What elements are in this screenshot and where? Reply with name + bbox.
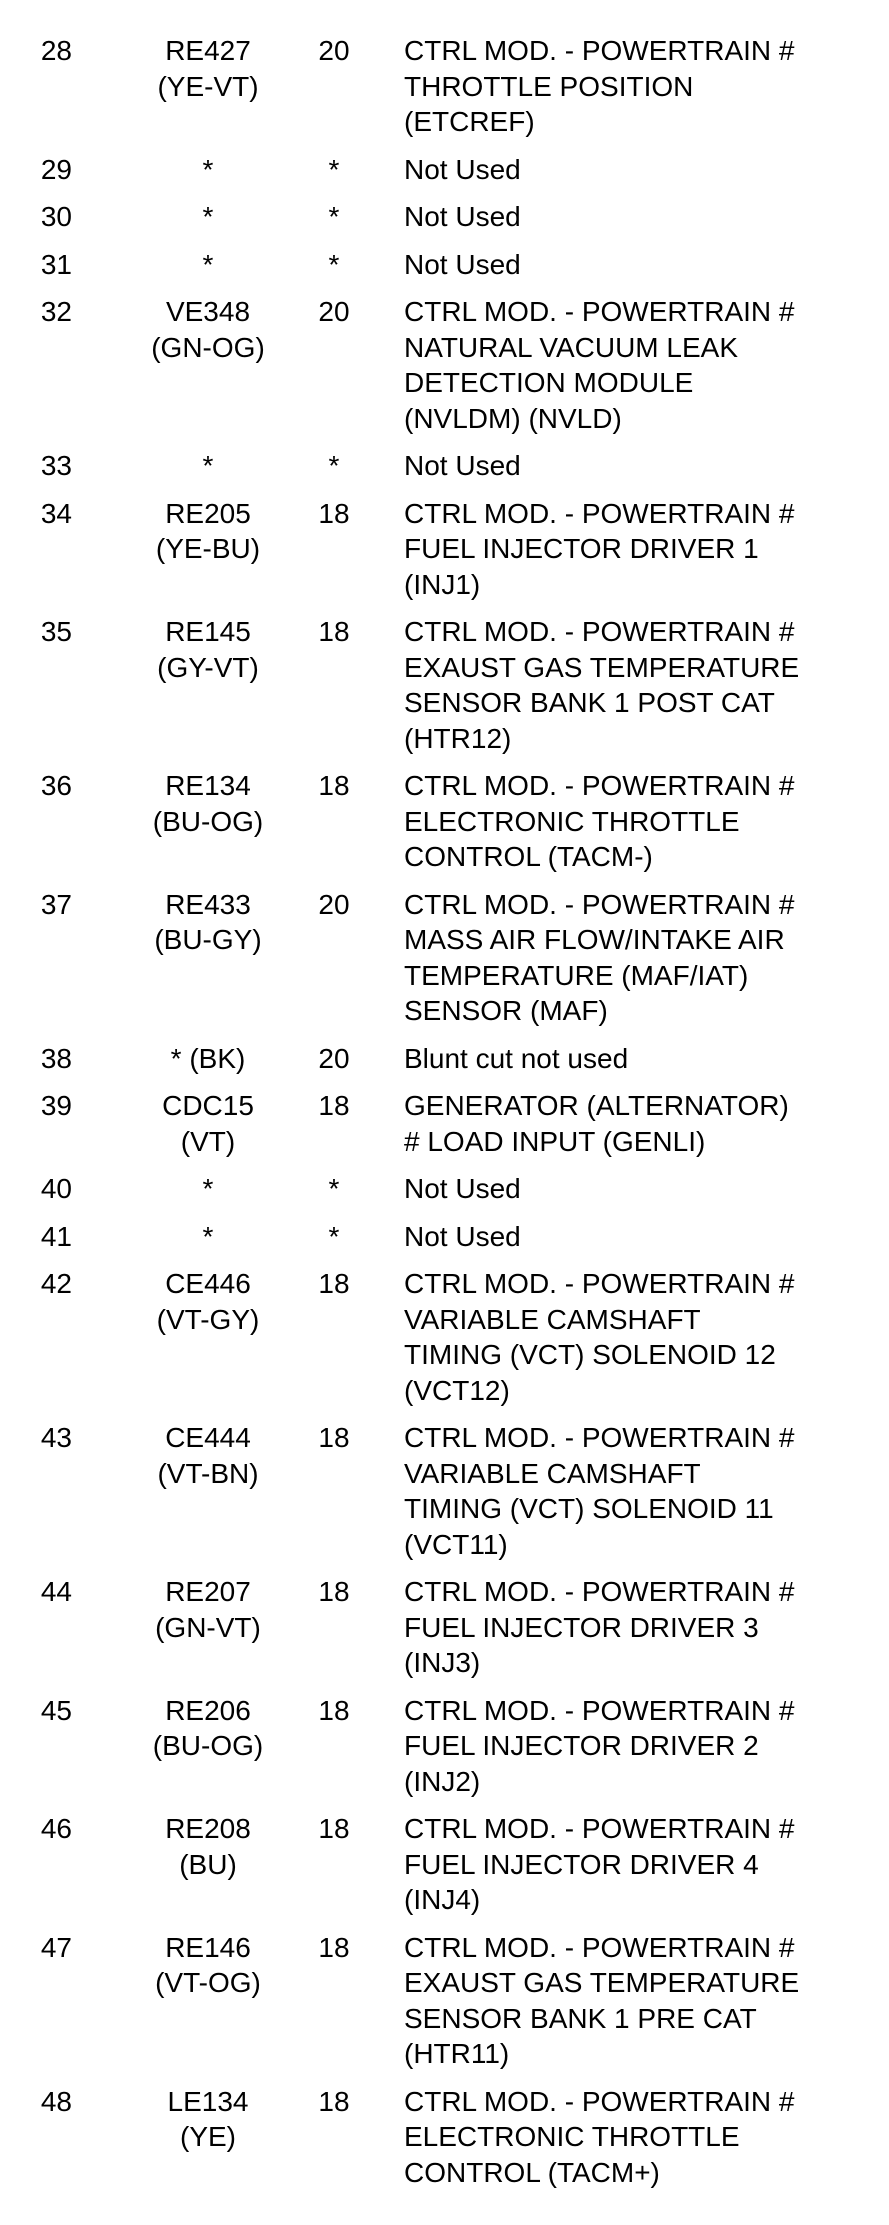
circuit-id: * bbox=[202, 1173, 214, 1204]
circuit-id: * bbox=[202, 450, 214, 481]
wire-gauge: 18 bbox=[318, 1422, 350, 1453]
function-description bbox=[404, 1930, 884, 2072]
circuit-id: CDC15 bbox=[162, 1090, 254, 1121]
pin-number: 44 bbox=[40, 1576, 72, 1607]
wire-gauge: 18 bbox=[318, 1268, 350, 1299]
circuit-cell bbox=[107, 199, 309, 235]
description-line: (HTR12) bbox=[404, 722, 512, 754]
description-line: Not Used bbox=[404, 248, 521, 280]
circuit-cell bbox=[107, 887, 309, 958]
description-line: CTRL MOD. - POWERTRAIN # bbox=[404, 2085, 795, 2117]
table-row bbox=[0, 1171, 889, 1207]
table-row bbox=[0, 152, 889, 188]
wire-color: (GN-VT) bbox=[155, 1611, 261, 1643]
function-description bbox=[404, 448, 884, 484]
description-line: CTRL MOD. - POWERTRAIN # bbox=[404, 888, 795, 920]
wire-gauge: 18 bbox=[318, 497, 350, 529]
description-line: CTRL MOD. - POWERTRAIN # bbox=[404, 1576, 795, 1607]
function-description bbox=[404, 33, 884, 140]
circuit-id: RE207 bbox=[165, 1576, 251, 1607]
description-line: TIMING (VCT) SOLENOID 11 bbox=[404, 1493, 774, 1524]
function-description bbox=[404, 2084, 884, 2191]
wire-gauge: 18 bbox=[318, 1813, 350, 1844]
table-row bbox=[0, 614, 889, 756]
description-line: VARIABLE CAMSHAFT bbox=[404, 1303, 701, 1335]
circuit-cell bbox=[107, 2084, 309, 2155]
connector-pin-table bbox=[0, 33, 889, 2190]
description-line: CTRL MOD. - POWERTRAIN # bbox=[404, 497, 795, 529]
wire-gauge: * bbox=[328, 1220, 340, 1252]
description-line: Blunt cut not used bbox=[404, 1042, 629, 1074]
table-row bbox=[0, 1420, 889, 1562]
circuit-id: RE205 bbox=[165, 497, 251, 529]
pin-number: 43 bbox=[40, 1422, 72, 1453]
function-description bbox=[404, 887, 884, 1029]
description-line: SENSOR BANK 1 POST CAT bbox=[404, 687, 775, 718]
function-description bbox=[404, 1420, 884, 1562]
description-line: FUEL INJECTOR DRIVER 4 bbox=[404, 1848, 759, 1880]
description-line: THROTTLE POSITION bbox=[404, 70, 694, 102]
wire-gauge: * bbox=[328, 201, 340, 232]
pin-number: 36 bbox=[40, 770, 72, 801]
table-row bbox=[0, 1930, 889, 2072]
table-row bbox=[0, 1811, 889, 1918]
description-line: CTRL MOD. - POWERTRAIN # bbox=[404, 1813, 795, 1844]
table-row bbox=[0, 1693, 889, 1800]
function-description bbox=[404, 1041, 884, 1077]
description-line: (VCT12) bbox=[404, 1374, 510, 1406]
description-line: Not Used bbox=[404, 450, 521, 481]
pin-number: 35 bbox=[40, 616, 72, 647]
table-row bbox=[0, 199, 889, 235]
circuit-cell bbox=[107, 152, 309, 188]
description-line: (HTR11) bbox=[404, 2038, 510, 2069]
function-description bbox=[404, 1811, 884, 1918]
pin-number: 40 bbox=[40, 1173, 72, 1204]
pin-number: 34 bbox=[40, 497, 72, 529]
function-description bbox=[404, 1574, 884, 1681]
circuit-id: * bbox=[202, 153, 214, 185]
description-line: CTRL MOD. - POWERTRAIN # bbox=[404, 1268, 795, 1299]
table-row bbox=[0, 1088, 889, 1159]
circuit-id: RE208 bbox=[165, 1813, 251, 1844]
function-description bbox=[404, 1266, 884, 1408]
function-description bbox=[404, 1693, 884, 1800]
table-row bbox=[0, 294, 889, 436]
description-line: CONTROL (TACM+) bbox=[404, 2156, 660, 2188]
description-line: CTRL MOD. - POWERTRAIN # bbox=[404, 1422, 795, 1453]
wire-gauge: 18 bbox=[318, 2085, 350, 2117]
description-line: CTRL MOD. - POWERTRAIN # bbox=[404, 35, 795, 66]
description-line: (INJ4) bbox=[404, 1884, 481, 1915]
wire-color: (YE-BU) bbox=[155, 533, 261, 564]
circuit-id: VE348 bbox=[165, 296, 251, 327]
circuit-cell bbox=[107, 1930, 309, 2001]
wire-color: (BU-OG) bbox=[152, 805, 264, 837]
table-row bbox=[0, 1041, 889, 1077]
description-line: CTRL MOD. - POWERTRAIN # bbox=[404, 770, 795, 801]
pin-number: 37 bbox=[40, 888, 72, 920]
function-description bbox=[404, 1219, 884, 1255]
circuit-cell bbox=[107, 1693, 309, 1764]
wire-color: (VT-OG) bbox=[155, 1967, 261, 1998]
circuit-id: RE206 bbox=[165, 1694, 251, 1726]
wire-color: (VT) bbox=[180, 1125, 236, 1157]
pin-number: 48 bbox=[40, 2085, 72, 2117]
wire-color: (BU-GY) bbox=[154, 924, 262, 955]
description-line: ELECTRONIC THROTTLE bbox=[404, 805, 740, 837]
wire-gauge: * bbox=[328, 1173, 340, 1204]
description-line: (INJ3) bbox=[404, 1647, 481, 1678]
description-line: CTRL MOD. - POWERTRAIN # bbox=[404, 1694, 795, 1726]
circuit-id: * bbox=[202, 248, 214, 280]
description-line: (ETCREF) bbox=[404, 106, 535, 137]
function-description bbox=[404, 247, 884, 283]
wire-color: (VT-BN) bbox=[157, 1457, 259, 1489]
wire-gauge: 18 bbox=[318, 1694, 350, 1726]
pin-number: 39 bbox=[40, 1090, 72, 1121]
description-line: (NVLDM) (NVLD) bbox=[404, 402, 622, 434]
circuit-cell bbox=[107, 1420, 309, 1491]
function-description bbox=[404, 152, 884, 188]
circuit-id: RE145 bbox=[165, 616, 251, 647]
circuit-id: * bbox=[202, 201, 214, 232]
description-line: TIMING (VCT) SOLENOID 12 bbox=[404, 1339, 776, 1370]
wire-gauge: * bbox=[328, 248, 340, 280]
description-line: DETECTION MODULE bbox=[404, 367, 694, 398]
description-line: SENSOR (MAF) bbox=[404, 995, 608, 1026]
circuit-cell bbox=[107, 768, 309, 839]
table-row bbox=[0, 1266, 889, 1408]
wire-gauge: * bbox=[328, 450, 340, 481]
description-line: FUEL INJECTOR DRIVER 1 bbox=[404, 533, 759, 564]
wire-color: (YE-VT) bbox=[157, 70, 259, 102]
description-line: FUEL INJECTOR DRIVER 2 bbox=[404, 1730, 759, 1761]
circuit-cell bbox=[107, 1574, 309, 1645]
pin-number: 38 bbox=[40, 1042, 72, 1074]
description-line: EXAUST GAS TEMPERATURE bbox=[404, 651, 800, 683]
description-line: (INJ2) bbox=[404, 1765, 481, 1797]
wire-color: (VT-GY) bbox=[156, 1303, 260, 1335]
description-line: EXAUST GAS TEMPERATURE bbox=[404, 1967, 800, 1998]
pin-number: 46 bbox=[40, 1813, 72, 1844]
circuit-cell bbox=[107, 1266, 309, 1337]
table-row bbox=[0, 1219, 889, 1255]
pin-number: 42 bbox=[40, 1268, 72, 1299]
circuit-cell bbox=[107, 448, 309, 484]
circuit-id: RE433 bbox=[165, 888, 251, 920]
description-line: CONTROL (TACM-) bbox=[404, 841, 653, 872]
circuit-id: CE444 bbox=[165, 1422, 251, 1453]
circuit-cell bbox=[107, 1171, 309, 1207]
pin-number: 29 bbox=[40, 153, 72, 185]
table-row bbox=[0, 2084, 889, 2191]
description-line: Not Used bbox=[404, 1220, 521, 1252]
pin-number: 45 bbox=[40, 1694, 72, 1726]
description-line: CTRL MOD. - POWERTRAIN # bbox=[404, 616, 795, 647]
description-line: Not Used bbox=[404, 201, 521, 232]
description-line: Not Used bbox=[404, 1173, 521, 1204]
circuit-cell bbox=[107, 1041, 309, 1077]
table-row bbox=[0, 247, 889, 283]
circuit-cell bbox=[107, 614, 309, 685]
pin-number: 47 bbox=[40, 1931, 72, 1963]
circuit-cell bbox=[107, 496, 309, 567]
description-line: GENERATOR (ALTERNATOR) bbox=[404, 1090, 789, 1121]
wire-color: (YE) bbox=[180, 2121, 236, 2152]
wire-gauge: 18 bbox=[318, 770, 350, 801]
description-line: VARIABLE CAMSHAFT bbox=[404, 1457, 701, 1489]
description-line: CTRL MOD. - POWERTRAIN # bbox=[404, 1931, 795, 1963]
function-description bbox=[404, 614, 884, 756]
description-line: FUEL INJECTOR DRIVER 3 bbox=[404, 1611, 759, 1643]
function-description bbox=[404, 1088, 884, 1159]
circuit-id: RE146 bbox=[165, 1931, 251, 1963]
pin-number: 33 bbox=[40, 450, 72, 481]
wire-color: (BU) bbox=[179, 1848, 237, 1880]
circuit-cell bbox=[107, 294, 309, 365]
circuit-cell bbox=[107, 1219, 309, 1255]
table-row bbox=[0, 768, 889, 875]
function-description bbox=[404, 768, 884, 875]
wire-gauge: 20 bbox=[318, 296, 350, 327]
wire-gauge: 18 bbox=[318, 1576, 350, 1607]
pin-number: 31 bbox=[40, 248, 72, 280]
table-row bbox=[0, 1574, 889, 1681]
table-row bbox=[0, 887, 889, 1029]
pin-number: 41 bbox=[40, 1220, 72, 1252]
pin-number: 28 bbox=[40, 35, 72, 66]
wire-gauge: 18 bbox=[318, 616, 350, 647]
description-line: SENSOR BANK 1 PRE CAT bbox=[404, 2002, 757, 2034]
description-line: (INJ1) bbox=[404, 568, 481, 600]
function-description bbox=[404, 294, 884, 436]
description-line: Not Used bbox=[404, 153, 521, 185]
circuit-cell bbox=[107, 247, 309, 283]
wire-gauge: 20 bbox=[318, 888, 350, 920]
description-line: CTRL MOD. - POWERTRAIN # bbox=[404, 296, 795, 327]
circuit-id: RE134 bbox=[165, 770, 251, 801]
pin-number: 32 bbox=[40, 296, 72, 327]
wire-gauge: 18 bbox=[318, 1931, 350, 1963]
description-line: (VCT11) bbox=[404, 1528, 508, 1560]
wire-gauge: 20 bbox=[318, 35, 350, 66]
wire-color: (GN-OG) bbox=[151, 331, 265, 363]
wire-gauge: * bbox=[328, 153, 340, 185]
circuit-id: LE134 bbox=[167, 2085, 249, 2117]
circuit-id: CE446 bbox=[165, 1268, 251, 1299]
table-row bbox=[0, 496, 889, 603]
wire-color: (GY-VT) bbox=[157, 651, 259, 683]
pin-number: 30 bbox=[40, 201, 72, 232]
function-description bbox=[404, 496, 884, 603]
circuit-cell bbox=[107, 1088, 309, 1159]
circuit-id: RE427 bbox=[165, 35, 251, 66]
circuit-id: * bbox=[202, 1220, 214, 1252]
table-row bbox=[0, 33, 889, 140]
function-description bbox=[404, 1171, 884, 1207]
circuit-cell bbox=[107, 33, 309, 104]
wire-gauge: 18 bbox=[318, 1090, 350, 1121]
circuit-id: * (BK) bbox=[170, 1042, 246, 1074]
description-line: ELECTRONIC THROTTLE bbox=[404, 2121, 740, 2152]
wire-color: (BU-OG) bbox=[152, 1730, 264, 1761]
circuit-cell bbox=[107, 1811, 309, 1882]
description-line: # LOAD INPUT (GENLI) bbox=[404, 1125, 706, 1157]
description-line: TEMPERATURE (MAF/IAT) bbox=[404, 959, 749, 991]
wire-gauge: 20 bbox=[318, 1042, 350, 1074]
function-description bbox=[404, 199, 884, 235]
table-row bbox=[0, 448, 889, 484]
description-line: NATURAL VACUUM LEAK bbox=[404, 331, 738, 363]
description-line: MASS AIR FLOW/INTAKE AIR bbox=[404, 924, 785, 955]
